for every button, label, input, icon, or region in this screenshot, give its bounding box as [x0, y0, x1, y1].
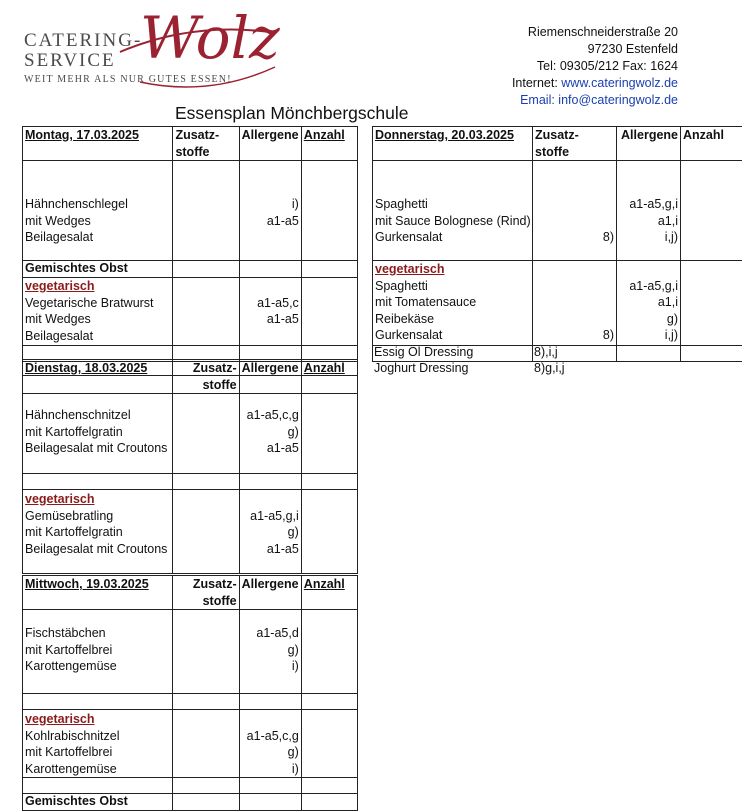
- logo-text-service: SERVICE: [24, 50, 214, 72]
- quantity-cell[interactable]: [301, 278, 357, 346]
- quantity-cell[interactable]: [681, 161, 742, 261]
- menu-cell: vegetarisch Spaghetti mit Tomatensauce Reibekäse Gurkensalat: [373, 261, 533, 346]
- menu-table-monday: Montag, 17.03.2025 Zusatz- Allergene Anzahl stoffe Hähnchenschlegel mit Wedges Beilagesalat i) a1-a5 Gemischtes Obst vegetarisch Vegetarische Bratwurst mit Wedges Beilagesalat a1-a5,c a1-a5: [22, 126, 358, 376]
- menu-cell: vegetarisch Gemüsebratling mit Kartoffelgratin Beilagesalat mit Croutons: [23, 490, 173, 574]
- menu-cell: vegetarisch Kohlrabischnitzel mit Kartoffelbrei Karottengemüse: [23, 710, 173, 778]
- vegetarian-label: vegetarisch: [25, 711, 170, 728]
- col-anzahl: Anzahl: [301, 127, 357, 144]
- allergen-cell: a1-a5,g,i a1,i i,j): [617, 161, 681, 261]
- list-item: Essig Öl Dressing 8),i,j: [374, 344, 565, 360]
- day-date: Dienstag, 18.03.2025: [23, 360, 173, 377]
- logo-script-wolz: Wolz: [140, 4, 280, 72]
- contact-internet: Internet: www.cateringwolz.de: [512, 75, 678, 92]
- contact-city: 97230 Estenfeld: [512, 41, 678, 58]
- menu-table-tuesday: Dienstag, 18.03.2025 Zusatz- Allergene Anzahl stoffe Hähnchenschnitzel mit Kartoffelgratin Beilagesalat mit Croutons a1-a5,c,g g) a1-a5 vegetarisch Gemüsebratling mit Kartoffelgratin Beilagesalat mit Croutons a1-a5,g,i g) a1-a5: [22, 359, 358, 574]
- website-link[interactable]: www.cateringwolz.de: [561, 76, 678, 90]
- menu-table-wednesday: Mittwoch, 19.03.2025 Zusatz- Allergene Anzahl stoffe Fischstäbchen mit Kartoffelbrei Karottengemüse a1-a5,d g) i) vegetarisch Kohlrabischnitzel mit Kartoffelbrei Karottengemüse a1-a5,c,g g) i) Gemischtes Obst: [22, 575, 358, 811]
- col-allergene: Allergene: [239, 127, 301, 144]
- col-zusatz: Zusatz-: [173, 127, 239, 144]
- quantity-cell[interactable]: [681, 261, 742, 346]
- page-title: Essensplan Mönchbergschule: [175, 103, 408, 124]
- menu-cell: Fischstäbchen mit Kartoffelbrei Karottengemüse: [23, 610, 173, 694]
- obst-label: Gemischtes Obst: [23, 794, 173, 811]
- menu-cell: vegetarisch Vegetarische Bratwurst mit Wedges Beilagesalat: [23, 278, 173, 346]
- quantity-cell[interactable]: [301, 490, 357, 574]
- menu-cell: Hähnchenschlegel mit Wedges Beilagesalat: [23, 161, 173, 261]
- day-date: Montag, 17.03.2025: [23, 127, 173, 144]
- contact-email: Email: info@cateringwolz.de: [512, 92, 678, 109]
- quantity-cell[interactable]: [301, 610, 357, 694]
- vegetarian-label: vegetarisch: [25, 491, 170, 508]
- dressing-list: [374, 344, 565, 376]
- menu-cell: Hähnchenschnitzel mit Kartoffelgratin Beilagesalat mit Croutons: [23, 394, 173, 474]
- quantity-cell[interactable]: [301, 161, 357, 261]
- day-date: Donnerstag, 20.03.2025: [373, 127, 533, 144]
- obst-label: Gemischtes Obst: [23, 261, 173, 278]
- quantity-cell[interactable]: [301, 261, 357, 278]
- list-item: Joghurt Dressing 8)g,i,j: [374, 360, 565, 376]
- vegetarian-label: vegetarisch: [375, 261, 530, 278]
- allergen-cell: a1-a5,c,g g) a1-a5: [239, 394, 301, 474]
- contact-block: [512, 24, 678, 109]
- contact-street: Riemenschneiderstraße 20: [512, 24, 678, 41]
- allergen-cell: a1-a5,d g) i): [239, 610, 301, 694]
- contact-phone: Tel: 09305/212 Fax: 1624: [512, 58, 678, 75]
- allergen-cell: i) a1-a5: [239, 161, 301, 261]
- allergen-cell: a1-a5,c a1-a5: [239, 278, 301, 346]
- vegetarian-label: vegetarisch: [25, 278, 170, 295]
- email-link[interactable]: info@cateringwolz.de: [558, 93, 678, 107]
- menu-table-thursday: Donnerstag, 20.03.2025 Zusatz- Allergene Anzahl stoffe Spaghetti mit Sauce Bolognese (Rind) Gurkensalat 8) a1-a5,g,i a1,i i,j) vegetarisch Spaghetti mit Tomatensauce Reibekäse Gurkensalat 8) a1-a5,g,i a1,i g) i,j): [372, 126, 742, 362]
- quantity-cell[interactable]: [301, 710, 357, 778]
- quantity-cell[interactable]: [301, 394, 357, 474]
- quantity-cell[interactable]: [301, 794, 357, 811]
- allergen-cell: a1-a5,g,i a1,i g) i,j): [617, 261, 681, 346]
- logo-tagline: WEIT MEHR ALS NUR GUTES ESSEN!: [24, 74, 214, 85]
- allergen-cell: a1-a5,c,g g) i): [239, 710, 301, 778]
- logo-text-catering: CATERING-: [24, 30, 214, 52]
- zusatz-cell: 8): [533, 261, 617, 346]
- zusatz-cell: 8): [533, 161, 617, 261]
- allergen-cell: a1-a5,g,i g) a1-a5: [239, 490, 301, 574]
- day-date: Mittwoch, 19.03.2025: [23, 576, 173, 593]
- menu-cell: Spaghetti mit Sauce Bolognese (Rind) Gurkensalat: [373, 161, 533, 261]
